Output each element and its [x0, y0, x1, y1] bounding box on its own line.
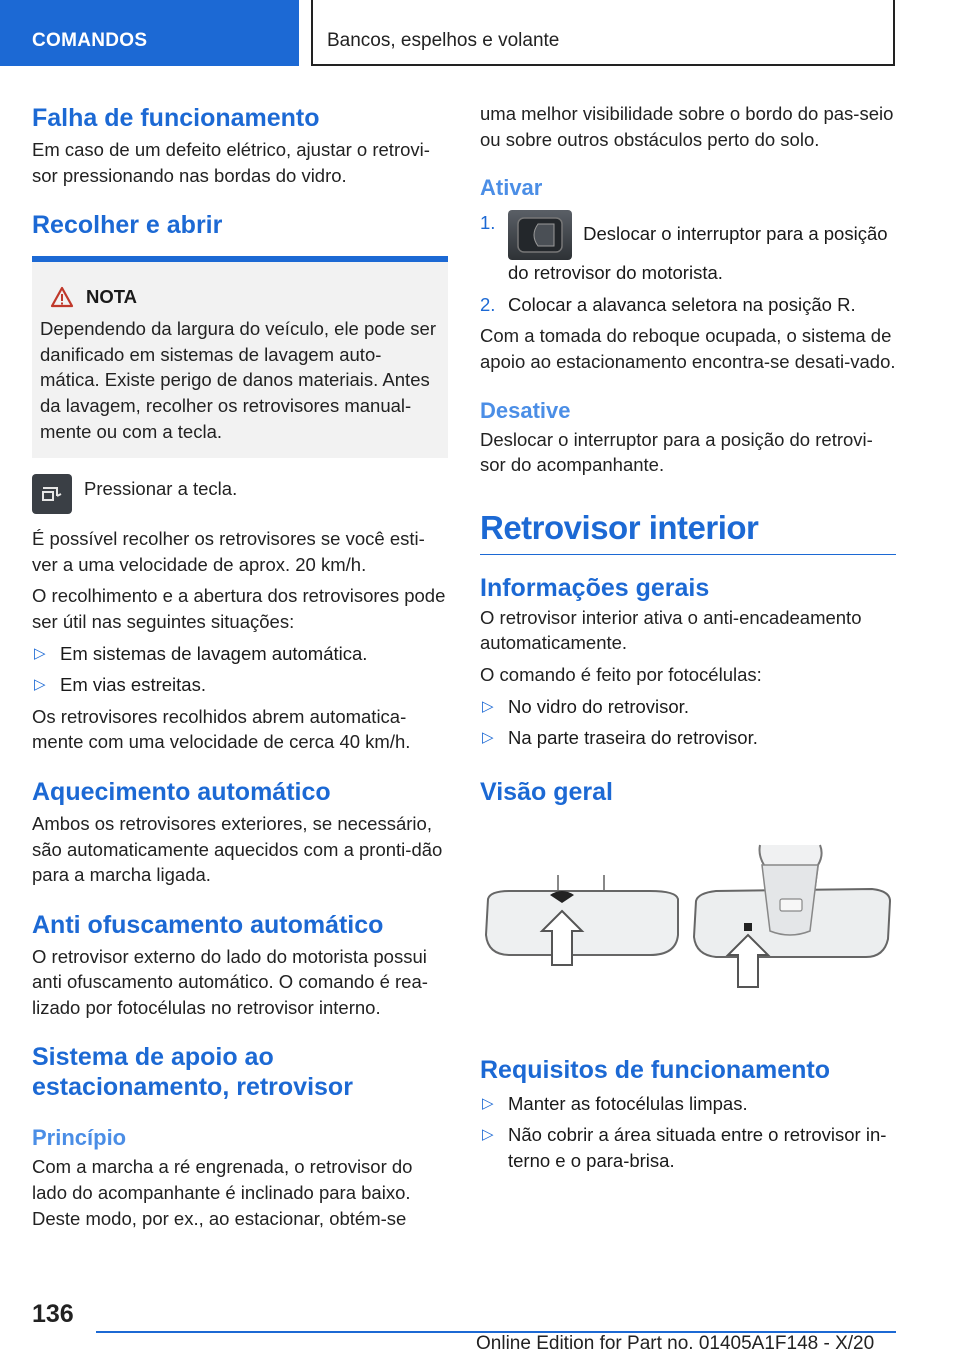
ativar-steps: [480, 210, 896, 317]
continued-text: uma melhor visibilidade sobre o bordo do pas-seio ou sobre outros obstáculos perto do solo.: [480, 103, 894, 150]
notice-title: NOTA: [86, 286, 138, 308]
list-item: ▷ Em sistemas de lavagem automática.: [32, 641, 448, 667]
press-key-row: [32, 474, 448, 514]
list-item: 1. Deslocar o interruptor para a posição do retrovisor do motorista.: [480, 212, 888, 284]
bullet-triangle-icon: ▷: [482, 1094, 494, 1112]
bullet-triangle-icon: ▷: [482, 697, 494, 715]
heading-informacoes: Informações gerais: [480, 573, 710, 602]
interior-mirror-illustration: [480, 835, 896, 1035]
paragraph-speed: É possível recolher os retrovisores se você esti-ver a uma velocidade de aprox. 20 km/h.: [32, 528, 425, 575]
notice-header: [50, 284, 440, 310]
bullet-triangle-icon: ▷: [482, 1126, 494, 1144]
heading-principio: Princípio: [32, 1125, 127, 1151]
list-item: ▷ Em vias estreitas.: [32, 672, 448, 698]
paragraph-situations: O recolhimento e a abertura dos retrovisores pode ser útil nas seguintes situações:: [32, 585, 446, 632]
desative-text: Deslocar o interruptor para a posição do retrovi-sor do acompanhante.: [480, 428, 873, 476]
bullet-triangle-icon: ▷: [34, 676, 46, 694]
list-item: ▷ No vidro do retrovisor.: [480, 694, 896, 720]
mirror-switch-icon: [508, 210, 572, 260]
notice-text: Dependendo da largura do veículo, ele pode ser danificado em sistemas de lavagem auto-mática. Existe perigo de danos materiais. Antes da lavagem, recolher os retrovisores manual-mente ou com a tecla.: [40, 318, 436, 442]
situations-list: [32, 641, 448, 698]
aquecimento-text: Ambos os retrovisores exteriores, se necessário, são automaticamente aquecidos com a pronti-dão para a marcha ligada.: [32, 812, 443, 886]
list-item: ▷ Não cobrir a área situada entre o retrovisor in-terno e o para-brisa.: [482, 1124, 887, 1171]
chapter-title: Bancos, espelhos e volante: [311, 0, 895, 66]
mirror-fold-key-icon: [32, 474, 72, 514]
bullet-triangle-icon: ▷: [482, 729, 494, 747]
list-item: ▷ Na parte traseira do retrovisor.: [480, 725, 896, 751]
falha-text: Em caso de um defeito elétrico, ajustar o retrovi-sor pressionando nas bordas do vidro.: [32, 139, 430, 186]
right-column: [480, 95, 896, 1174]
paragraph-reopen: Os retrovisores recolhidos abrem automatica-mente com uma velocidade de cerca 40 km/h.: [32, 705, 411, 753]
heading-visao-geral: Visão geral: [480, 777, 613, 806]
anti-ofuscamento-text: O retrovisor externo do lado do motorista possui anti ofuscamento automático. O comando é rea-lizado por fotocélulas no retrovisor interno.: [32, 945, 428, 1018]
list-item: ▷ Manter as fotocélulas limpas.: [480, 1091, 896, 1117]
heading-requisitos: Requisitos de funcionamento: [480, 1055, 831, 1084]
info-paragraph-1: O retrovisor interior ativa o anti-encadeamento automaticamente.: [480, 606, 862, 654]
heading-anti-ofuscamento: Anti ofuscamento automático: [32, 910, 384, 939]
press-key-text: Pressionar a tecla.: [84, 478, 238, 500]
requisitos-list: [480, 1091, 896, 1174]
notice-box: [32, 256, 448, 458]
heading-recolher: Recolher e abrir: [32, 211, 223, 240]
list-item: 2. Colocar a alavanca seletora na posição R.: [480, 293, 856, 315]
footer-edition: Online Edition for Part no. 01405A1F148 - X/20: [476, 1333, 875, 1354]
heading-sistema-apoio: Sistema de apoio ao estacionamento, retrovisor: [32, 1043, 353, 1102]
warning-icon: [50, 286, 74, 308]
bullet-triangle-icon: ▷: [34, 644, 46, 662]
ativar-paragraph: Com a tomada do reboque ocupada, o sistema de apoio ao estacionamento encontra-se desati-vado.: [480, 325, 896, 372]
heading-desative: Desative: [480, 397, 571, 423]
section-tab: COMANDOS: [0, 0, 299, 66]
heading-ativar: Ativar: [480, 175, 543, 201]
heading-retrovisor-interior: Retrovisor interior: [480, 508, 896, 555]
principio-text: Com a marcha a ré engrenada, o retrovisor do lado do acompanhante é inclinado para baixo. Deste modo, por ex., ao estacionar, obtém-se: [32, 1156, 413, 1229]
heading-falha: Falha de funcionamento: [32, 104, 320, 132]
left-column: [32, 95, 448, 1231]
page-header: [0, 0, 960, 66]
page-number: 136: [32, 1300, 74, 1328]
info-paragraph-2: O comando é feito por fotocélulas:: [480, 663, 762, 685]
info-list: [480, 694, 896, 751]
heading-aquecimento: Aquecimento automático: [32, 777, 331, 806]
